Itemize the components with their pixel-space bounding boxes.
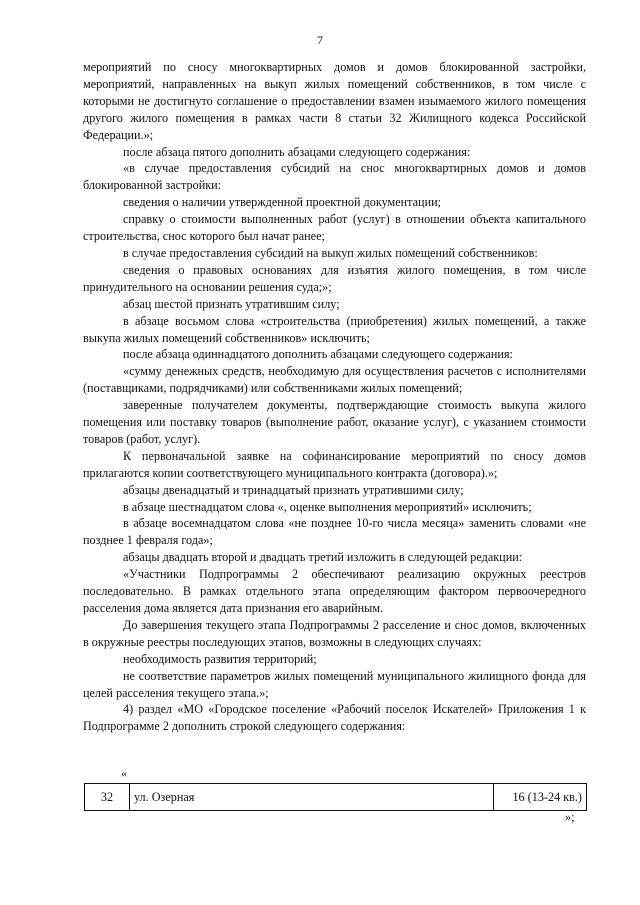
table-close-quote: »;	[565, 810, 575, 824]
paragraph: абзацы двадцать второй и двадцать третий изложить в следующей редакции:	[123, 550, 523, 565]
row-number: 32	[85, 784, 130, 811]
table-row	[85, 784, 587, 811]
row-street: ул. Озерная	[130, 784, 494, 811]
paragraph: «сумму денежных средств, необходимую для осуществления расчетов с исполнителями (поставщиками, подрядчиками) или собственниками жилых помещений;	[83, 364, 586, 396]
document-body	[83, 59, 586, 735]
paragraph: в абзаце восьмом слова «строительства (приобретения) жилых помещений, а также выкупа жилых помещений собственников» исключить;	[83, 313, 586, 345]
paragraph: сведения о наличии утвержденной проектной документации;	[123, 195, 441, 210]
table-open-quote: «	[121, 766, 127, 780]
row-houses: 16 (13-24 кв.)	[494, 784, 587, 811]
paragraph: необходимость развития территорий;	[123, 651, 317, 666]
page-number: 7	[317, 33, 323, 47]
paragraph: абзац шестой признать утратившим силу;	[123, 296, 340, 311]
paragraph: «Участники Подпрограммы 2 обеспечивают реализацию окружных реестров последовательно. В рамках отдельного этапа определяющим фактором первоочередного расселения дома является дата признания его аварийным.	[83, 567, 586, 615]
paragraph: справку о стоимости выполненных работ (услуг) в отношении объекта капитального строительства, снос которого был начат ранее;	[83, 212, 586, 244]
paragraph: «в случае предоставления субсидий на снос многоквартирных домов и домов блокированной застройки:	[83, 161, 586, 193]
paragraph: после абзаца пятого дополнить абзацами следующего содержания:	[123, 144, 471, 159]
inserted-table	[84, 783, 587, 811]
paragraph: сведения о правовых основаниях для изъятия жилого помещения, в том числе принудительного на основании решения суда;»;	[83, 262, 586, 294]
paragraph: 4) раздел «МО «Городское поселение «Рабочий поселок Искателей» Приложения 1 к Подпрограмме 2 дополнить строкой следующего содержания:	[83, 702, 586, 734]
paragraph: До завершения текущего этапа Подпрограммы 2 расселение и снос домов, включенных в окружные реестры последующих этапов, возможны в следующих случаях:	[83, 617, 586, 649]
paragraph: после абзаца одиннадцатого дополнить абзацами следующего содержания:	[123, 347, 513, 362]
paragraph: К первоначальной заявке на софинансирование мероприятий по сносу домов прилагаются копии соответствующего муниципального контракта (договора).»;	[83, 448, 586, 480]
paragraph: заверенные получателем документы, подтверждающие стоимость выкупа жилого помещения или поставку товаров (выполнение работ, оказание услуг), с указанием стоимости товаров (работ, услуг).	[83, 398, 586, 446]
paragraph: мероприятий по сносу многоквартирных домов и домов блокированной застройки, мероприятий, направленных на выкуп жилых помещений собственников, в том числе с которыми не достигнуто соглашение о предоставлении взамен изымаемого жилого помещения другого жилого помещения в рамках части 8 статьи 32 Жилищного кодекса Российской Федерации.»;	[83, 60, 586, 142]
paragraph: в абзаце восемнадцатом слова «не позднее 10-го числа месяца» заменить словами «не позднее 1 февраля года»;	[83, 516, 586, 548]
paragraph: в абзаце шестнадцатом слова «, оценке выполнения мероприятий» исключить;	[123, 499, 532, 514]
paragraph: не соответствие параметров жилых помещений муниципального жилищного фонда для целей расселения текущего этапа.»;	[83, 668, 586, 700]
paragraph: в случае предоставления субсидий на выкуп жилых помещений собственников:	[123, 245, 538, 260]
paragraph: абзацы двенадцатый и тринадцатый признать утратившими силу;	[123, 482, 464, 497]
